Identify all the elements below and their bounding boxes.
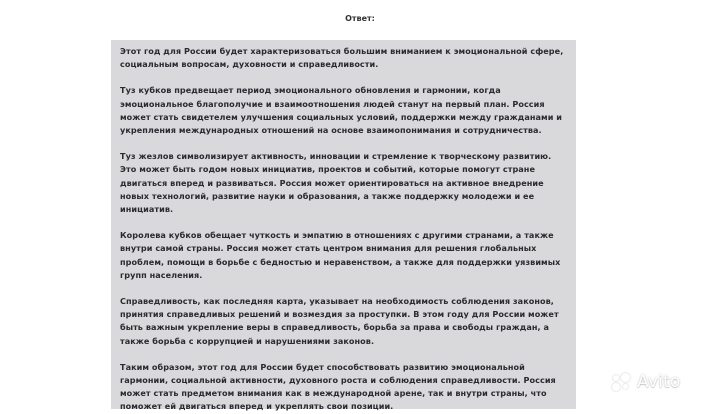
answer-paragraph-conclusion: Таким образом, этот год для России будет способствовать развитию эмоциональной гармонии, социальной активности, духовного роста и соблюдения справедливости. Россия может стать предметом внимания как в международной арене, так и внутри страны, что поможет ей двигаться вперед и укреплять свои позиции.	[120, 361, 556, 412]
answer-paragraph-intro: Этот год для России будет характеризоваться большим вниманием к эмоциональной сфере, социальным вопросам, духовности и справедливости.	[120, 46, 564, 70]
answer-paragraph-justice: Справедливость, как последняя карта, указывает на необходимость соблюдения законов, принятия справедливых решений и возмездия за проступки. В этом году для России может быть важным укрепление веры в справедливость, борьба за права и свободы граждан, а также борьба с коррупцией и нарушениями законов.	[120, 296, 559, 346]
answer-paragraph-ace-of-cups: Туз кубков предвещает период эмоционального обновления и гармонии, когда эмоциональное благополучие и взаимоотношения людей станут на первый план. Россия может стать свидетелем улучшения социальных условий, поддержки между гражданами и укрепления международных отношений на основе взаимопонимания и сотрудничества.	[120, 85, 563, 136]
answer-text-box	[111, 40, 576, 412]
avito-watermark	[612, 372, 680, 392]
avito-watermark-text: Avito	[637, 372, 681, 392]
answer-heading: Ответ:	[345, 14, 375, 23]
answer-paragraph-ace-of-wands: Туз жезлов символизирует активность, инновации и стремление к творческому развитию. Это может быть годом новых инициатив, проектов и событий, которые помогут стране двигаться вперед и развиваться. Россия может ориентироваться на активное внедрение новых технологий, развитие науки и образования, а также поддержку молодежи и ее инициатив.	[120, 151, 552, 215]
answer-paragraph-queen-of-cups: Королева кубков обещает чуткость и эмпатию в отношениях с другими странами, а также внутри самой страны. Россия может стать центром внимания для решения глобальных проблем, помощи в борьбе с бедностью и неравенством, а также для поддержки уязвимых групп населения.	[120, 230, 561, 280]
avito-dots-logo-icon	[612, 373, 634, 391]
